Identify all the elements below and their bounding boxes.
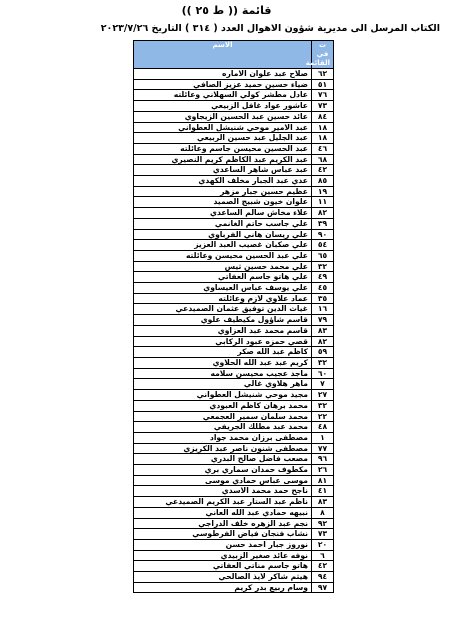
row-name: محمد برهان كاظم العبودي (134, 400, 312, 411)
row-number: ٩٧ (312, 582, 334, 593)
row-number: ٦ (312, 550, 334, 561)
table-row (134, 293, 334, 304)
table-row (134, 475, 334, 486)
table-row (134, 561, 334, 572)
table-row (134, 154, 334, 165)
row-number: ٨٢ (312, 336, 334, 347)
row-number: ٩٢ (312, 518, 334, 529)
table-row (134, 197, 334, 208)
row-name: موسى عباس حمادي موسى (134, 475, 312, 486)
row-number: ١٦ (312, 304, 334, 315)
row-number: ٧٩ (312, 315, 334, 326)
table-row (134, 69, 334, 80)
table-row (134, 486, 334, 497)
row-number: ٢٢ (312, 411, 334, 422)
table-row (134, 368, 334, 379)
row-name: علوان خيون شبيج الصميد (134, 197, 312, 208)
row-name: عاشور عواد غافل الزبيعي (134, 101, 312, 112)
page-subtitle: الكتاب المرسل الى مديرية شؤون الاهوال العدد ( ٣١٤ ) التاريخ ٢٠٢٣/٧/٢٦ (100, 23, 440, 34)
table-row (134, 261, 334, 272)
row-number: ٤١ (312, 486, 334, 497)
row-number: ٨٣ (312, 325, 334, 336)
row-name: ماجد عجيب محيسن سلامه (134, 368, 312, 379)
table-row (134, 250, 334, 261)
row-name: نوروز جبار احمد حسن (134, 539, 312, 550)
row-number: ٤٢ (312, 165, 334, 176)
row-name: عبد عباس شاهر الساعدي (134, 165, 312, 176)
table-row (134, 497, 334, 508)
row-name: قصي حمزه عبود الركابي (134, 336, 312, 347)
row-name: مكطوف حمدان سماري بري (134, 465, 312, 476)
row-number: ٨١ (312, 475, 334, 486)
row-number: ٧٣ (312, 529, 334, 540)
row-number: ٣٢ (312, 400, 334, 411)
row-name: صلاح عبد علوان الاماره (134, 69, 312, 80)
table-row (134, 122, 334, 133)
table-row (134, 315, 334, 326)
table-row (134, 465, 334, 476)
table-row (134, 143, 334, 154)
table-row (134, 229, 334, 240)
row-name: عدي عبد الجبار مخلف الكهدي (134, 176, 312, 187)
row-number: ٣٥ (312, 293, 334, 304)
row-name: عائد حسين عبد الحسين الزيجاوي (134, 111, 312, 122)
table-row (134, 208, 334, 219)
table-row (134, 165, 334, 176)
row-number: ٤٨ (312, 422, 334, 433)
row-number: ١٨ (312, 133, 334, 144)
row-name: نبيهه حمادي عبد الله العاني (134, 507, 312, 518)
row-number: ٢٠ (312, 539, 334, 550)
row-number: ٧٣ (312, 101, 334, 112)
table-header-row (134, 41, 334, 69)
table-row (134, 529, 334, 540)
table-row (134, 507, 334, 518)
row-name: مصعب فاضل صالح البدري (134, 454, 312, 465)
table-row (134, 336, 334, 347)
table-row (134, 400, 334, 411)
row-number: ٣٢ (312, 357, 334, 368)
row-name: علي ريسان هاني الفرباوي (134, 229, 312, 240)
header-name: الاسم (134, 41, 312, 69)
row-name: هاتو جاسم مناتي العفاتي (134, 561, 312, 572)
row-number: ١ (312, 432, 334, 443)
table-row (134, 283, 334, 294)
table-row (134, 176, 334, 187)
row-name: ماهر هلاوي غالي (134, 379, 312, 390)
row-name: كاظم عبد الله صكر (134, 347, 312, 358)
table-row (134, 357, 334, 368)
row-name: غياث الدين توفيق عثمان الصميدعي (134, 304, 312, 315)
row-number: ٨ (312, 507, 334, 518)
table-body (134, 69, 334, 593)
table-row (134, 582, 334, 593)
row-number: ٥١ (312, 79, 334, 90)
table-row (134, 304, 334, 315)
row-name: مصطفى برزان محمد جواد (134, 432, 312, 443)
row-number: ٧٦ (312, 90, 334, 101)
row-number: ٣٢ (312, 261, 334, 272)
row-number: ٦٢ (312, 69, 334, 80)
table-row (134, 218, 334, 229)
row-name: محمد سلمان سمير العجمعي (134, 411, 312, 422)
row-number: ٢٦ (312, 465, 334, 476)
row-number: ٦٨ (312, 154, 334, 165)
table-row (134, 518, 334, 529)
row-name: عبد الحسين محيسن جاسم وعائلته (134, 143, 312, 154)
row-name: علاء مخاش سالم الساعدي (134, 208, 312, 219)
row-name: قاسم محمد عبد العزاوي (134, 325, 312, 336)
row-number: ٦٥ (312, 250, 334, 261)
table-row (134, 272, 334, 283)
table-row (134, 111, 334, 122)
row-number: ٣٩ (312, 218, 334, 229)
row-number: ٤٩ (312, 272, 334, 283)
row-name: ضياء حسين حميد عزيز الصافي (134, 79, 312, 90)
row-name: مجيد موحي شنيشل العطواني (134, 390, 312, 401)
row-name: عادل مطشر كولي السهلاني وعائلته (134, 90, 312, 101)
table-row (134, 550, 334, 561)
row-name: علي هاتو جاسم العفاتي (134, 272, 312, 283)
row-name: ناجح حمد محمد الاسدي (134, 486, 312, 497)
table-row (134, 422, 334, 433)
row-number: ٥٩ (312, 347, 334, 358)
table-row (134, 347, 334, 358)
row-name: عبد الجليل عبد حسين الربيعي (134, 133, 312, 144)
row-name: محمد عبد مطلك الجريفي (134, 422, 312, 433)
row-name: علي يوسف عباس العيساوي (134, 283, 312, 294)
row-name: علي محمد حسين ثيس (134, 261, 312, 272)
row-name: وسام ربيع بدر كريم (134, 582, 312, 593)
table-row (134, 443, 334, 454)
row-name: نشاب فنجان فياض الفرطوسي (134, 529, 312, 540)
row-number: ٤٦ (312, 143, 334, 154)
table-row (134, 411, 334, 422)
table-row (134, 379, 334, 390)
row-number: ١١ (312, 197, 334, 208)
row-name: عظيم حسين جبار مزهر (134, 186, 312, 197)
row-number: ٨٢ (312, 208, 334, 219)
row-number: ٩٦ (312, 454, 334, 465)
row-name: عبد الكريم عبد الكاظم كريم النصيري (134, 154, 312, 165)
table-row (134, 325, 334, 336)
table-row (134, 539, 334, 550)
row-name: هيثم شاكر لايذ الصالحي (134, 572, 312, 583)
row-name: علي عبد الحسين محيسن وعائلته (134, 250, 312, 261)
row-name: نجم عبد الزهره خلف الدراجي (134, 518, 312, 529)
row-number: ٤٥ (312, 283, 334, 294)
row-name: نوفه عائد صغير الزبيدي (134, 550, 312, 561)
table-row (134, 572, 334, 583)
table-row (134, 101, 334, 112)
row-number: ٦٠ (312, 368, 334, 379)
row-number: ٨٤ (312, 111, 334, 122)
row-number: ٧٧ (312, 443, 334, 454)
row-name: مصطفى شنون ناصر عبد الكريزي (134, 443, 312, 454)
row-number: ١٩ (312, 186, 334, 197)
table-row (134, 240, 334, 251)
row-number: ٩٤ (312, 572, 334, 583)
row-name: ناظم عبد الستار عبد الكريم الصميدعي (134, 497, 312, 508)
row-number: ١٨ (312, 122, 334, 133)
table-row (134, 186, 334, 197)
row-number: ٨٥ (312, 176, 334, 187)
page-title: قائمة (( ط ٢٥ )) (181, 4, 272, 17)
header-number: ت في القائمة (312, 41, 334, 69)
table-row (134, 133, 334, 144)
row-name: كريم عبد عبد الله الحلاوي (134, 357, 312, 368)
row-name: قاسم شاؤول مكيطيف علوي (134, 315, 312, 326)
row-number: ٩٠ (312, 229, 334, 240)
table-row (134, 90, 334, 101)
table-row (134, 432, 334, 443)
row-name: عبد الامير موحي شنيشل العطواني (134, 122, 312, 133)
table-row (134, 454, 334, 465)
names-table (133, 40, 334, 593)
row-name: علي صكبان غصيب العبد العزيز (134, 240, 312, 251)
row-name: علي جاسب حاتم الغانمي (134, 218, 312, 229)
row-number: ٨٣ (312, 497, 334, 508)
table-row (134, 390, 334, 401)
row-number: ٢٧ (312, 390, 334, 401)
row-name: عماد علاوي لازم وعائلته (134, 293, 312, 304)
table-row (134, 79, 334, 90)
row-number: ٤٢ (312, 561, 334, 572)
row-number: ٥٤ (312, 240, 334, 251)
row-number: ٧ (312, 379, 334, 390)
